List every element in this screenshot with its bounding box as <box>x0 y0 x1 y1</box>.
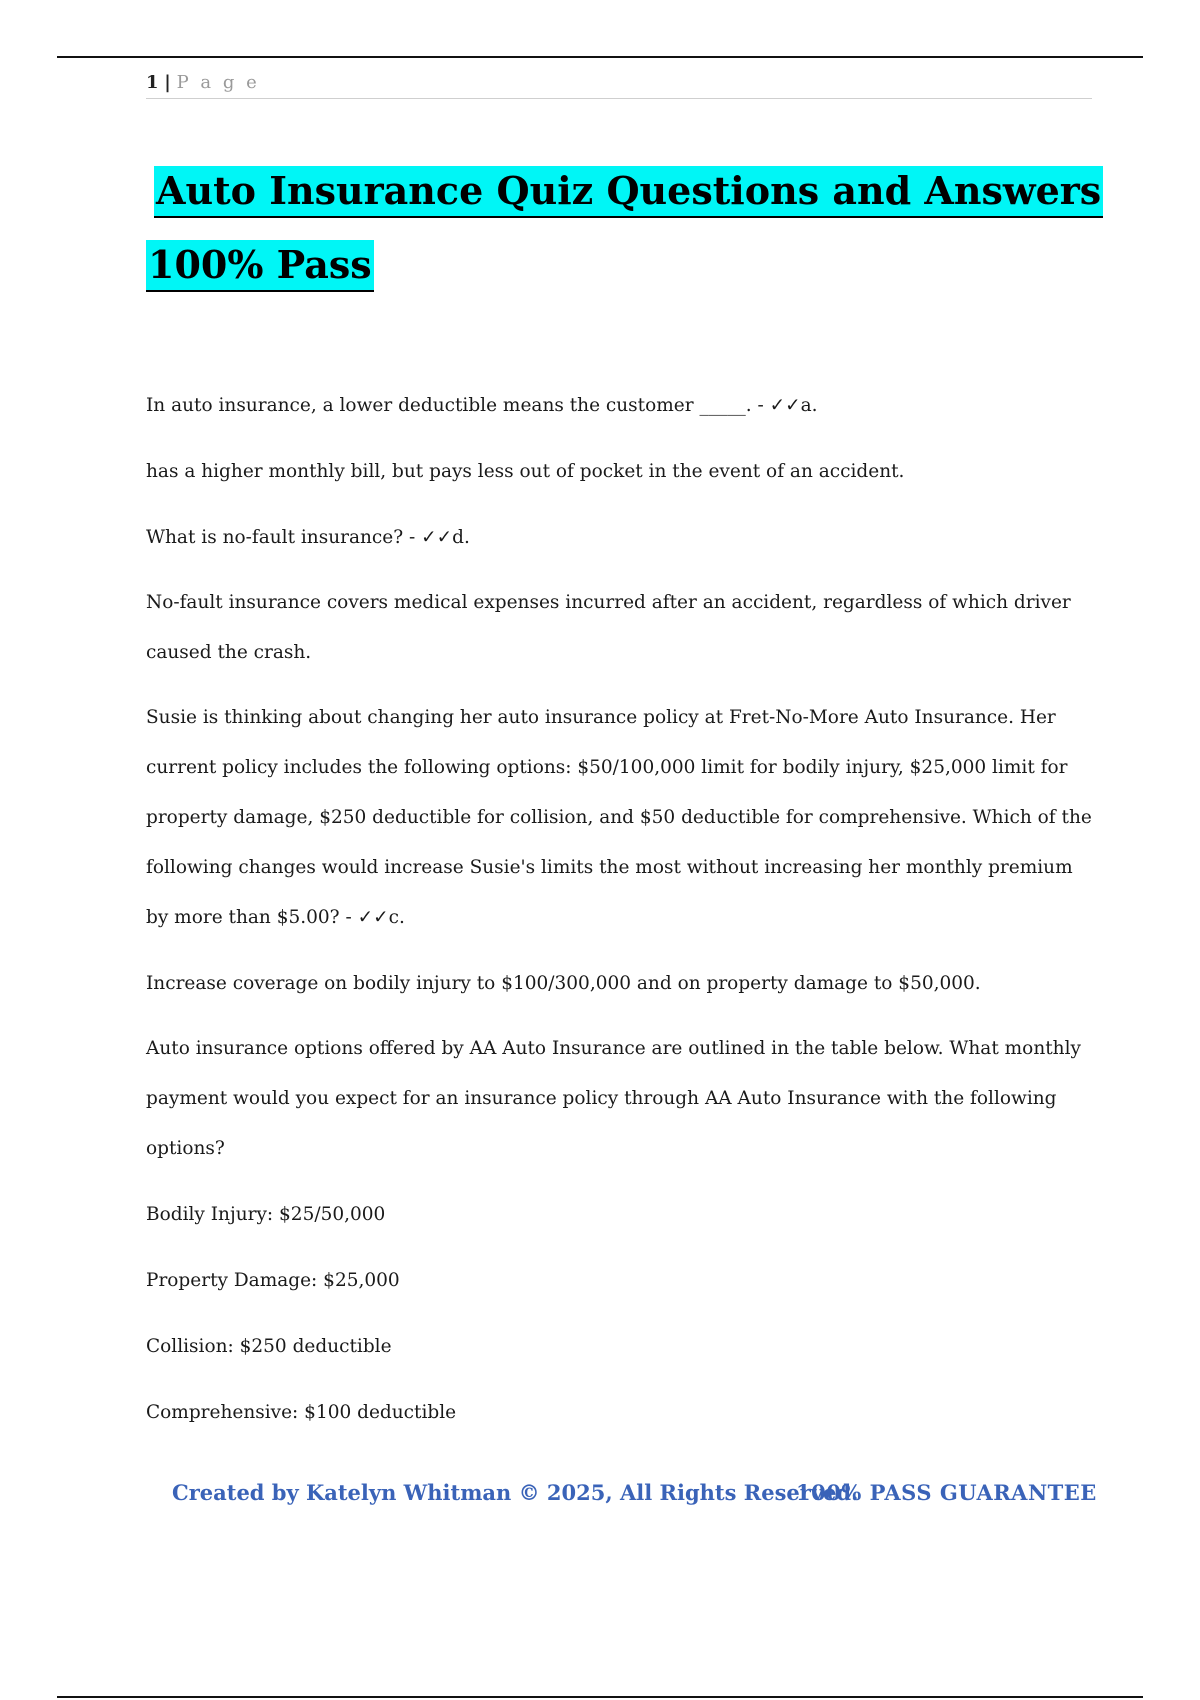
question-paragraph: Auto insurance options offered by AA Auto Insurance are outlined in the table below. What monthly payment would you expect for an insurance policy through AA Auto Insurance with the following options? <box>146 1038 1081 1159</box>
title-line-2: 100% Pass <box>146 240 374 292</box>
bottom-rule <box>57 1696 1143 1698</box>
footer-credit: Created by Katelyn Whitman © 2025, All Rights Reserved. <box>172 1480 859 1505</box>
quiz-content <box>146 380 1096 1453</box>
footer-guarantee: 100% PASS GUARANTEE <box>796 1480 1097 1505</box>
question-paragraph: In auto insurance, a lower deductible means the customer _____. - ✓✓a. <box>146 395 818 416</box>
question-paragraph: What is no-fault insurance? - ✓✓d. <box>146 527 470 548</box>
page-separator: | <box>164 72 171 93</box>
option-line: Comprehensive: $100 deductible <box>146 1402 457 1423</box>
page-header <box>146 72 1092 99</box>
option-line: Bodily Injury: $25/50,000 <box>146 1204 386 1225</box>
option-line: Property Damage: $25,000 <box>146 1270 400 1291</box>
answer-paragraph: has a higher monthly bill, but pays less out of pocket in the event of an accident. <box>146 461 905 482</box>
answer-paragraph: Increase coverage on bodily injury to $100/300,000 and on property damage to $50,000. <box>146 973 981 994</box>
question-paragraph: Susie is thinking about changing her auto insurance policy at Fret-No-More Auto Insurance. Her current policy includes the following options: $50/100,000 limit for bodily injury, $25,000 limit for property damage, $250 deductible for collision, and $50 deductible for comprehensive. Which of the following changes would increase Susie's limits the most without increasing her monthly premium by more than $5.00? - ✓✓c. <box>146 707 1092 928</box>
page-label: P a g e <box>176 72 260 93</box>
answer-paragraph: No-fault insurance covers medical expenses incurred after an accident, regardless of which driver caused the crash. <box>146 592 1071 663</box>
title-line-1: Auto Insurance Quiz Questions and Answers <box>154 166 1103 218</box>
document-title <box>146 166 1106 292</box>
top-rule <box>57 56 1143 58</box>
option-line: Collision: $250 deductible <box>146 1336 392 1357</box>
page-number: 1 <box>146 72 159 93</box>
